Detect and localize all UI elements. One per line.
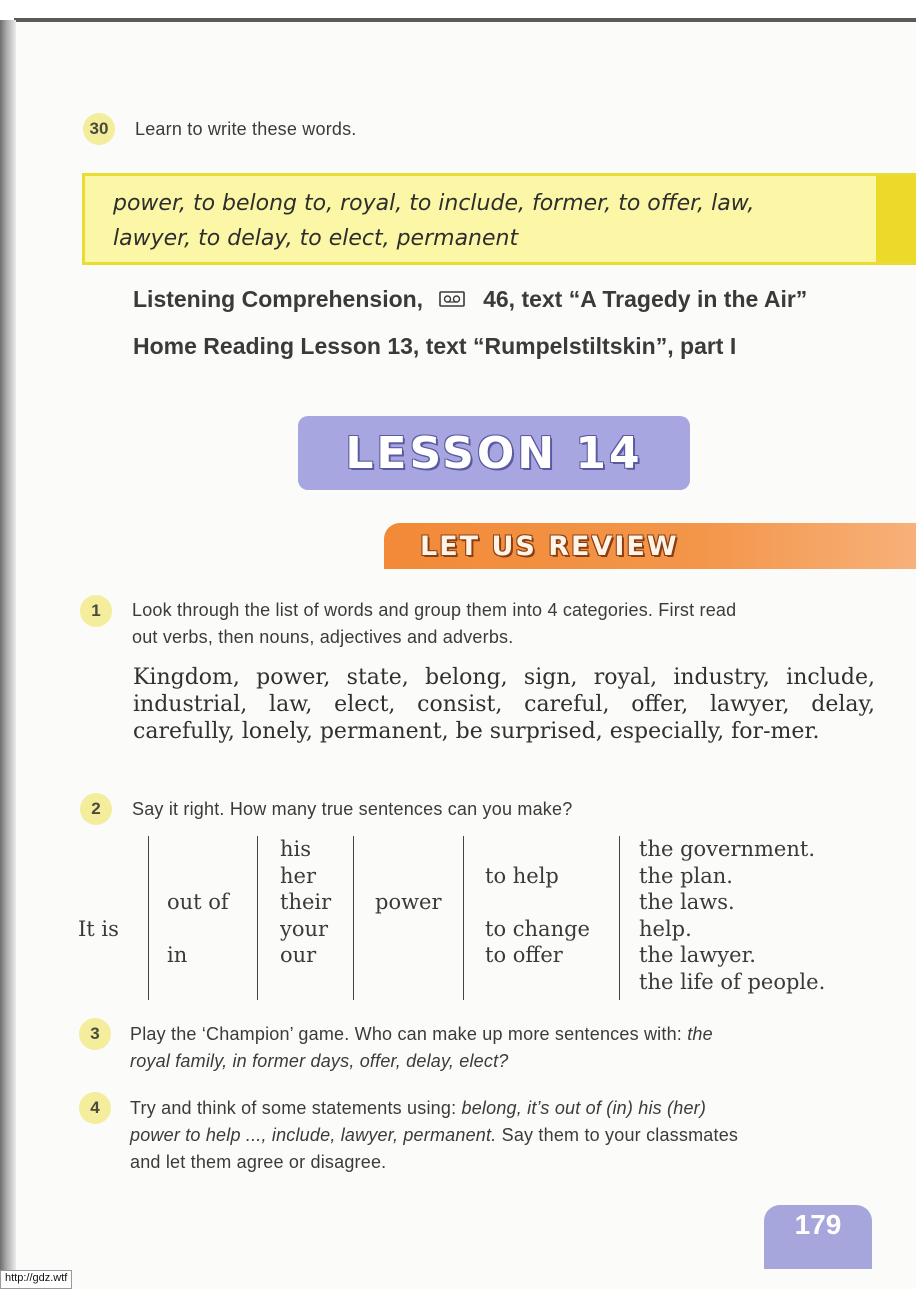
- section-title: LET US REVIEW: [420, 530, 679, 562]
- table-pronoun: their: [280, 890, 332, 915]
- exercise-3-italic: the: [687, 1024, 713, 1044]
- exercise-4-instruction-line-3: and let them agree or disagree.: [130, 1152, 387, 1172]
- table-divider: [353, 836, 354, 1000]
- exercise-3-instruction: [130, 1021, 713, 1075]
- page-number-tab: [764, 1205, 872, 1269]
- table-preposition: out of: [167, 890, 229, 914]
- home-reading: Home Reading Lesson 13, text “Rumpelstiltskin”, part I: [133, 333, 737, 359]
- table-noun: power: [375, 890, 442, 914]
- exercise-4-number: 4: [79, 1092, 111, 1124]
- page-number: 179: [794, 1209, 842, 1240]
- top-margin: [0, 0, 916, 20]
- word-box-line-2: lawyer, to delay, to elect, permanent: [113, 226, 519, 251]
- table-object: the laws.: [639, 890, 735, 915]
- table-subject: It is: [78, 917, 119, 941]
- cassette-icon: [439, 286, 465, 313]
- table-object: the government.: [639, 837, 815, 861]
- table-pronoun: his: [280, 837, 312, 861]
- word-box: [82, 173, 916, 265]
- exercise-1-instruction-line-2: out verbs, then nouns, adjectives and adverbs.: [132, 627, 514, 647]
- exercise-1-number: 1: [80, 595, 112, 627]
- word-box-text: [113, 186, 873, 256]
- table-pronoun: our: [280, 943, 317, 968]
- exercise-1-instruction-line-1: Look through the list of words and group them into 4 categories. First read: [132, 600, 737, 620]
- exercise-4-text: Try and think of some statements using:: [130, 1098, 457, 1118]
- exercise-3-instruction-line-1: [130, 1021, 713, 1048]
- exercise-4-text: Say them to your classmates: [501, 1125, 739, 1145]
- exercise-3-text: Play the ‘Champion’ game. Who can make up more sentences with:: [130, 1024, 682, 1044]
- table-pronoun: her: [280, 863, 316, 888]
- table-divider: [148, 836, 149, 1000]
- exercise-1-instruction: [132, 597, 736, 651]
- lesson-banner: [298, 416, 690, 490]
- table-divider: [619, 836, 620, 1000]
- listening-text-title: 46, text “A Tragedy in the Air”: [483, 286, 808, 313]
- lesson-title: LESSON 14: [345, 427, 643, 479]
- word-box-accent: [876, 176, 916, 262]
- table-divider: [463, 836, 464, 1000]
- table-infinitive: to change: [485, 916, 590, 941]
- word-box-line-1: power, to belong to, royal, to include, former, to offer, law,: [113, 191, 755, 216]
- table-infinitive: to help: [485, 863, 559, 888]
- exercise-1-word-list: Kingdom, power, state, belong, sign, royal, industry, include, industrial, law, elect, consist, careful, offer, lawyer, delay, carefully, lonely, permanent, be surprised, especially, for-mer.: [133, 665, 875, 744]
- exercise-4-instruction: [130, 1095, 738, 1176]
- listening-comprehension: [133, 286, 807, 316]
- watermark-link[interactable]: http://gdz.wtf: [0, 1270, 72, 1289]
- top-page-edge: [14, 18, 916, 22]
- exercise-4-italic: power to help ..., include, lawyer, permanent.: [130, 1125, 497, 1145]
- table-object: the lawyer.: [639, 943, 756, 968]
- table-object: the plan.: [639, 863, 733, 888]
- exercise-2-instruction: Say it right. How many true sentences can you make?: [132, 799, 573, 819]
- table-infinitive: to offer: [485, 943, 563, 968]
- table-object: help.: [639, 916, 692, 941]
- exercise-4-italic: belong, it’s out of (in) his (her): [461, 1098, 707, 1118]
- section-banner: [384, 523, 916, 569]
- listening-label: Listening Comprehension,: [133, 286, 424, 313]
- exercise-3-instruction-line-2: [130, 1048, 713, 1075]
- exercise-4-instruction-line-1: [130, 1095, 738, 1122]
- table-preposition: in: [167, 943, 188, 967]
- exercise-30-instruction: Learn to write these words.: [135, 119, 357, 139]
- substitution-table: [78, 836, 878, 1000]
- binding-shadow: [0, 20, 16, 1287]
- exercise-4-instruction-line-2: [130, 1122, 738, 1149]
- table-object: the life of people.: [639, 970, 826, 994]
- exercise-3-italic: royal family, in former days, offer, delay, elect?: [130, 1051, 509, 1071]
- exercise-3-number: 3: [79, 1018, 111, 1050]
- exercise-2-number: 2: [80, 793, 112, 825]
- table-pronoun: your: [280, 916, 329, 941]
- exercise-30-number: 30: [83, 113, 115, 145]
- table-divider: [257, 836, 258, 1000]
